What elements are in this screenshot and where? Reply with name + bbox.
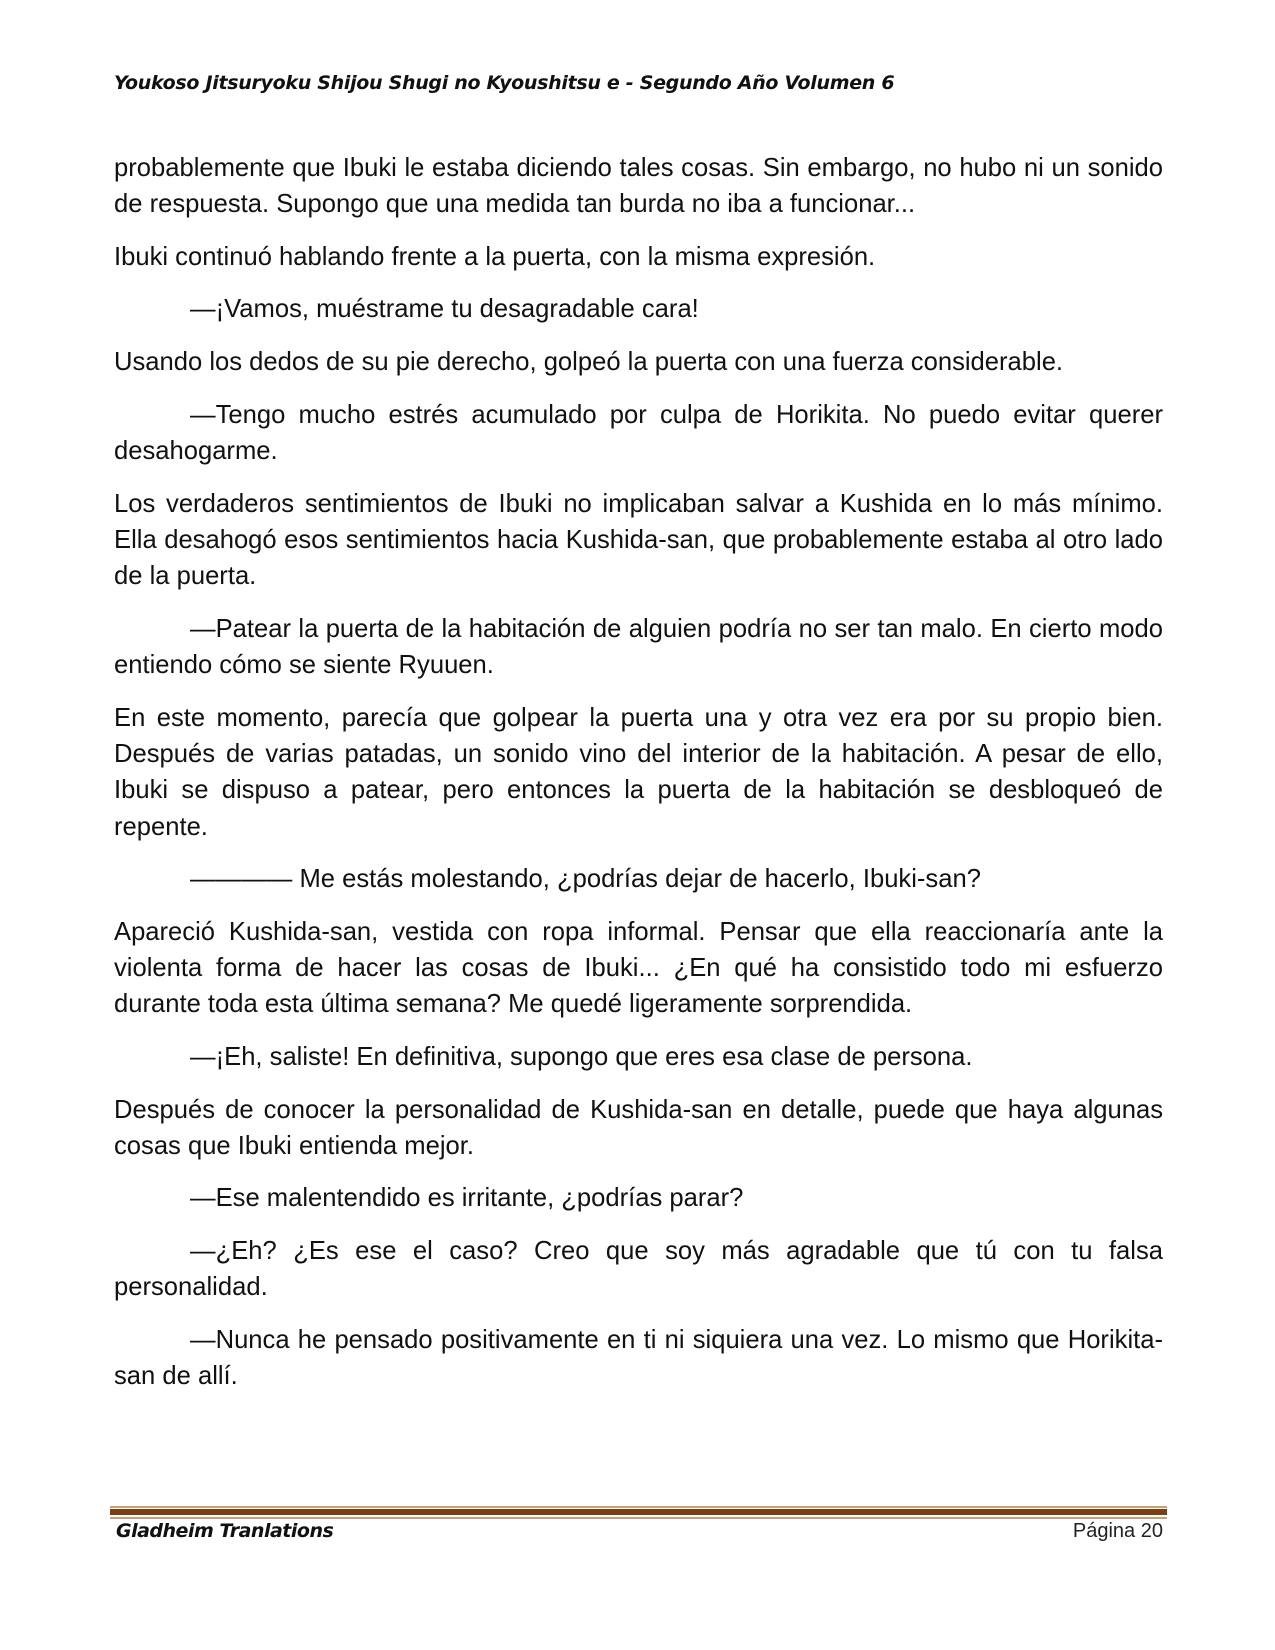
running-header: Youkoso Jitsuryoku Shijou Shugi no Kyoushitsu e - Segundo Año Volumen 6 bbox=[114, 72, 895, 94]
paragraph: En este momento, parecía que golpear la puerta una y otra vez era por su propio bien. Después de varias patadas, un sonido vino del interior de la habitación. A pesar de ello, Ibuki se dispuso a patear, pero entonces la puerta de la habitación se desbloqueó de repente. bbox=[114, 703, 1163, 841]
paragraph: probablemente que Ibuki le estaba diciendo tales cosas. Sin embargo, no hubo ni un sonido de respuesta. Supongo que una medida tan burda no iba a funcionar... bbox=[114, 154, 1163, 219]
body-text bbox=[114, 150, 1163, 1411]
paragraph: Después de conocer la personalidad de Kushida-san en detalle, puede que haya algunas cosas que Ibuki entienda mejor. bbox=[114, 1095, 1163, 1160]
dialogue-paragraph: —¿Eh? ¿Es ese el caso? Creo que soy más agradable que tú con tu falsa personalidad. bbox=[114, 1236, 1163, 1302]
dialogue-paragraph: —Ese malentendido es irritante, ¿podrías parar? bbox=[190, 1184, 744, 1213]
page-label: Página bbox=[1072, 1520, 1136, 1542]
dialogue-paragraph: —¡Eh, saliste! En definitiva, supongo que eres esa clase de persona. bbox=[190, 1042, 973, 1071]
dialogue-paragraph: —Patear la puerta de la habitación de alguien podría no ser tan malo. En cierto modo entiendo cómo se siente Ryuuen. bbox=[114, 614, 1163, 680]
dialogue-paragraph: —Nunca he pensado positivamente en ti ni siquiera una vez. Lo mismo que Horikita-san de allí. bbox=[114, 1325, 1163, 1391]
page-number-value: 20 bbox=[1140, 1520, 1163, 1542]
footer-rule-light-bottom bbox=[110, 1517, 1167, 1519]
footer-credit: Gladheim Tranlations bbox=[116, 1520, 334, 1542]
page-number bbox=[1073, 1520, 1163, 1543]
footer-rule-light-top bbox=[110, 1506, 1167, 1508]
paragraph: Ibuki continuó hablando frente a la puerta, con la misma expresión. bbox=[114, 242, 876, 271]
dialogue-paragraph: —Tengo mucho estrés acumulado por culpa de Horikita. No puedo evitar querer desahogarme. bbox=[114, 400, 1163, 465]
dialogue-paragraph: ———— Me estás molestando, ¿podrías dejar de hacerlo, Ibuki-san? bbox=[190, 865, 981, 894]
paragraph: Apareció Kushida-san, vestida con ropa informal. Pensar que ella reaccionaría ante la violenta forma de hacer las cosas de Ibuki... ¿En qué ha consistido todo mi esfuerzo durante toda esta última semana? Me quedé ligeramente sorprendida. bbox=[114, 917, 1163, 1019]
paragraph: Los verdaderos sentimientos de Ibuki no implicaban salvar a Kushida en lo más mínimo. Ella desahogó esos sentimientos hacia Kushida-san, que probablemente estaba al otro lado de la puerta. bbox=[114, 489, 1163, 591]
dialogue-paragraph: —¡Vamos, muéstrame tu desagradable cara! bbox=[190, 295, 699, 324]
footer-rule-dark bbox=[110, 1509, 1167, 1515]
paragraph: Usando los dedos de su pie derecho, golpeó la puerta con una fuerza considerable. bbox=[114, 348, 1064, 377]
